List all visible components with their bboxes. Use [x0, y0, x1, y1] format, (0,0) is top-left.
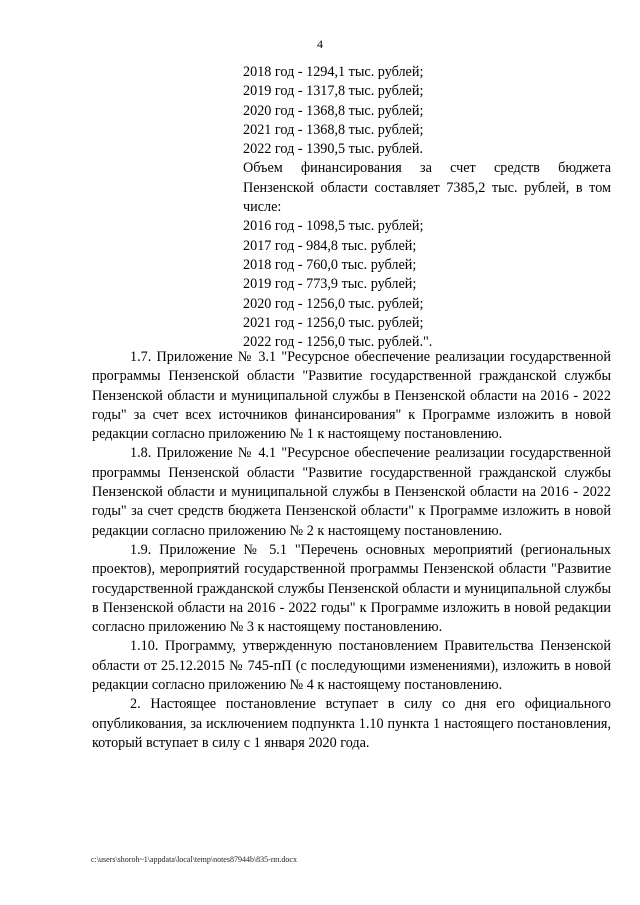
- budget-line-2018: 2018 год - 760,0 тыс. рублей;: [243, 256, 417, 273]
- budget-line-2022: 2022 год - 1256,0 тыс. рублей.".: [243, 334, 433, 351]
- page-number: 4: [317, 37, 323, 51]
- budget-line-2016: 2016 год - 1098,5 тыс. рублей;: [243, 218, 424, 235]
- budget-line-2017: 2017 год - 984,8 тыс. рублей;: [243, 237, 417, 254]
- funding-list: [243, 63, 611, 352]
- file-path-footer: c:\users\shoroh~1\appdata\local\temp\notes87944b\835-пп.docx: [91, 855, 297, 864]
- budget-line-2019: 2019 год - 773,9 тыс. рублей;: [243, 276, 417, 293]
- funding-line-2018: 2018 год - 1294,1 тыс. рублей;: [243, 64, 424, 80]
- budget-paragraph: Объем финансирования за счет средств бюджета Пензенской области составляет 7385,2 тыс. рублей, в том числе:: [243, 160, 611, 216]
- funding-line-2019: 2019 год - 1317,8 тыс. рублей;: [243, 83, 424, 100]
- funding-line-2021: 2021 год - 1368,8 тыс. рублей;: [243, 121, 424, 138]
- paragraph-1-7: 1.7. Приложение № 3.1 "Ресурсное обеспечение реализации государственной программы Пензенской области "Развитие государственной гражданской службы Пензенской области и муниципальной службы в Пензенской области на 2016 - 2022 годы" за счет всех источников финансирования" к Программе изложить в новой редакции согласно приложению № 1 к настоящему постановлению.: [92, 349, 611, 443]
- document-body: [92, 348, 611, 753]
- budget-line-2020: 2020 год - 1256,0 тыс. рублей;: [243, 295, 424, 312]
- paragraph-1-10: 1.10. Программу, утвержденную постановлением Правительства Пензенской области от 25.12.2015 № 745-пП (с последующими изменениями), изложить в новой редакции согласно приложению № 4 к настоящему постановлению.: [92, 638, 611, 694]
- funding-line-2022: 2022 год - 1390,5 тыс. рублей.: [243, 141, 423, 158]
- paragraph-1-8: 1.8. Приложение № 4.1 "Ресурсное обеспечение реализации государственной программы Пензенской области "Развитие государственной гражданской службы Пензенской области и муниципальной службы в Пензенской области на 2016 - 2022 годы" за счет средств бюджета Пензенской области" к Программе изложить в новой редакции согласно приложению № 2 к настоящему постановлению.: [92, 445, 611, 539]
- funding-line-2020: 2020 год - 1368,8 тыс. рублей;: [243, 102, 424, 119]
- paragraph-1-9: 1.9. Приложение № 5.1 "Перечень основных мероприятий (региональных проектов), мероприятий государственной программы Пензенской области "Развитие государственной гражданской службы Пензенской области и муниципальной службы в Пензенской области на 2016 - 2022 годы" к Программе изложить в новой редакции согласно приложению № 3 к настоящему постановлению.: [92, 541, 611, 636]
- budget-line-2021: 2021 год - 1256,0 тыс. рублей;: [243, 314, 424, 331]
- paragraph-2: 2. Настоящее постановление вступает в силу со дня его официального опубликования, за исключением подпункта 1.10 пункта 1 настоящего постановления, который вступает в силу с 1 января 2020 года.: [92, 696, 611, 751]
